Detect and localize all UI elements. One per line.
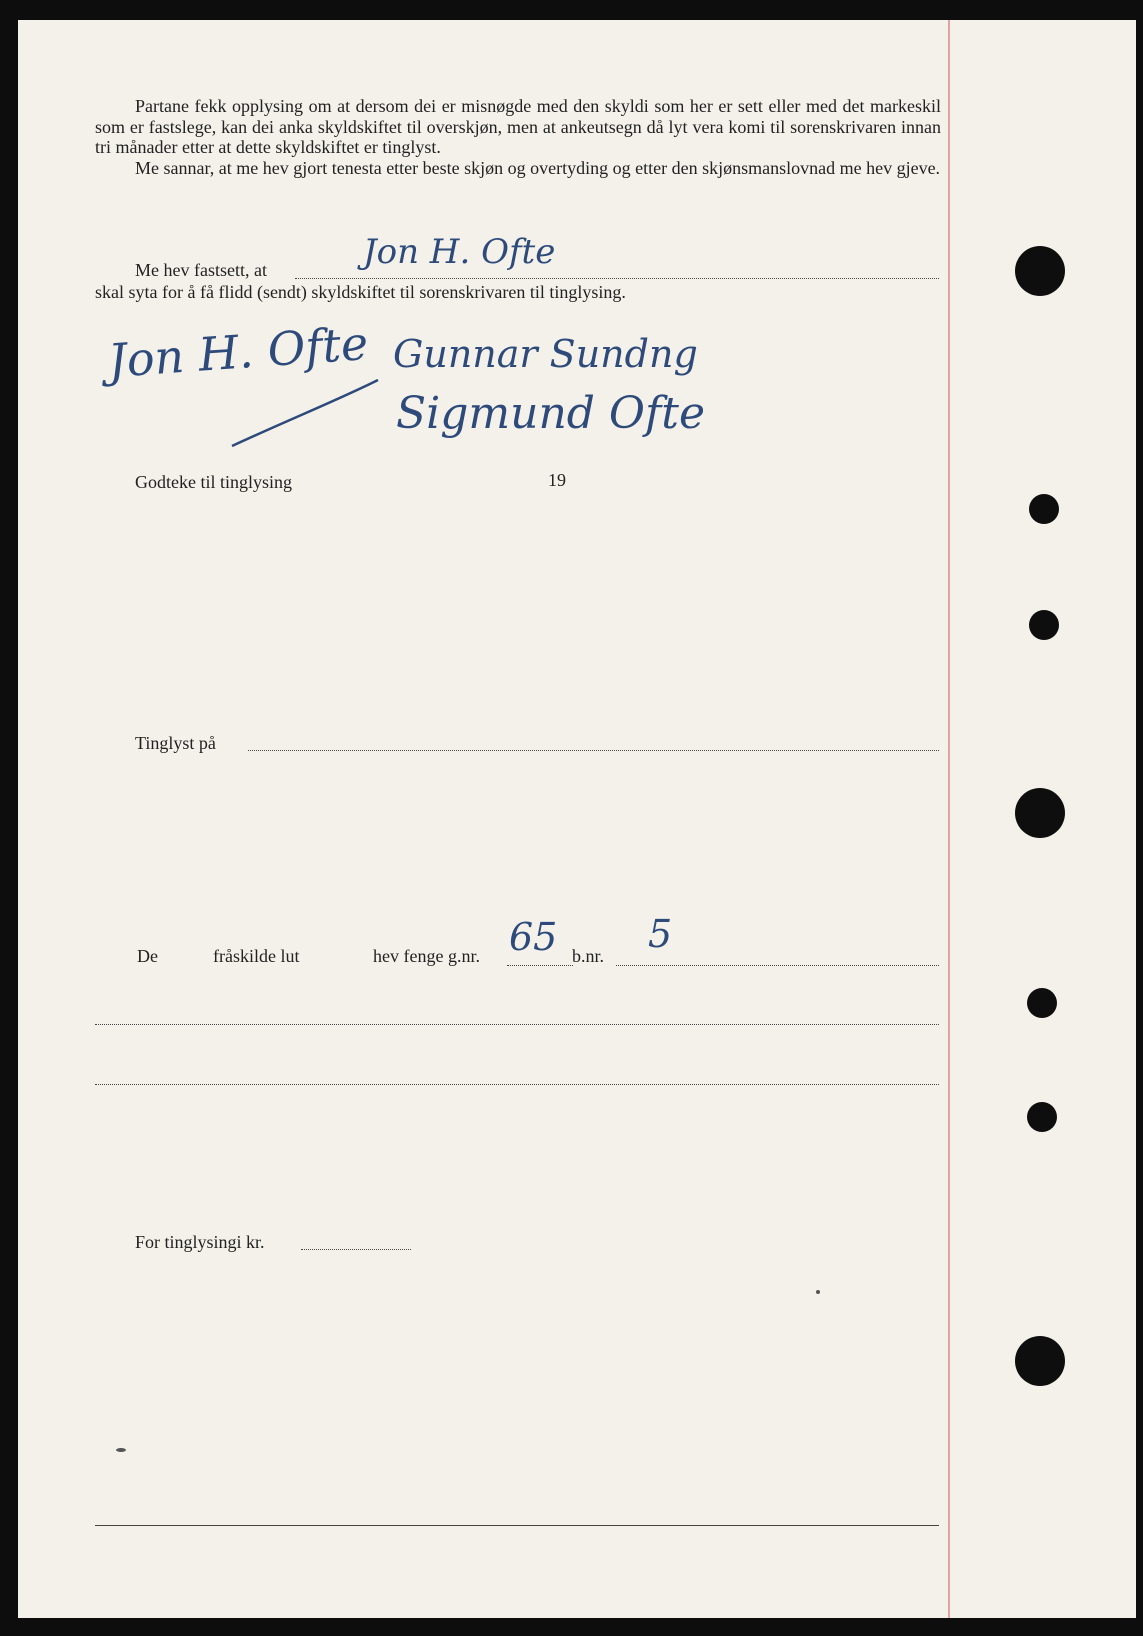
binder-hole-2 <box>1029 494 1059 524</box>
tinglysingi-label: For tinglysingi kr. <box>135 1232 265 1252</box>
intro-text <box>95 96 941 178</box>
bottom-line <box>95 1525 939 1526</box>
signature-jon-ofte: Jon H. Ofte <box>106 315 370 389</box>
binder-hole-4 <box>1015 788 1065 838</box>
signature-sigmund-ofte: Sigmund Ofte <box>396 388 706 439</box>
binder-hole-6 <box>1027 1102 1057 1132</box>
binder-hole-5 <box>1027 988 1057 1018</box>
fastsett-dotline <box>295 278 939 279</box>
binder-hole-1 <box>1015 246 1065 296</box>
fraskilde-de: De <box>137 946 158 966</box>
blank-line-2 <box>95 1084 939 1085</box>
fastsett-label: Me hev fastsett, at <box>135 260 267 280</box>
binder-hole-3 <box>1029 610 1059 640</box>
margin-rule <box>948 20 950 1618</box>
bnr-handwritten-value: 5 <box>648 912 673 956</box>
stray-mark-2 <box>116 1448 126 1452</box>
fraskilde-hev: hev fenge g.nr. <box>373 946 480 966</box>
document-page <box>18 20 1136 1618</box>
bnr-label: b.nr. <box>572 946 605 966</box>
blank-line-1 <box>95 1024 939 1025</box>
tinglyst-dotline <box>248 750 939 751</box>
godteke-label: Godteke til tinglysing <box>135 472 292 492</box>
gnr-handwritten-value: 65 <box>509 915 558 959</box>
binder-hole-7 <box>1015 1336 1065 1386</box>
bnr-dotline <box>616 965 939 966</box>
fastsett-handwritten-name: Jon H. Ofte <box>363 232 556 272</box>
tinglysingi-dotline <box>301 1249 411 1250</box>
paragraph-oath: Me sannar, at me hev gjort tenesta etter beste skjøn og overtyding og etter den skjønsmanslovnad me hev gjeve. <box>135 157 941 178</box>
signature-gunnar: Gunnar Sundng <box>393 332 698 376</box>
godteke-year: 19 <box>548 470 566 490</box>
fastsett-continuation: skal syta for å få flidd (sendt) skyldskiftet til sorenskrivaren til tinglysing. <box>95 282 626 302</box>
signature-flourish <box>228 370 388 450</box>
fraskilde-lut: fråskilde lut <box>213 946 300 966</box>
paragraph-appeal: Partane fekk opplysing om at dersom dei er misnøgde med den skyldi som her er sett eller med det markeskil som er fastslege, kan dei anka skyldskiftet til overskjøn, men at ankeutsegn då lyt vera komi til sorenskrivaren innan tri månader etter at dette skyldskiftet er tinglyst. <box>95 96 941 157</box>
stray-mark <box>816 1290 820 1294</box>
tinglyst-label: Tinglyst på <box>135 733 216 753</box>
gnr-dotline <box>507 965 573 966</box>
